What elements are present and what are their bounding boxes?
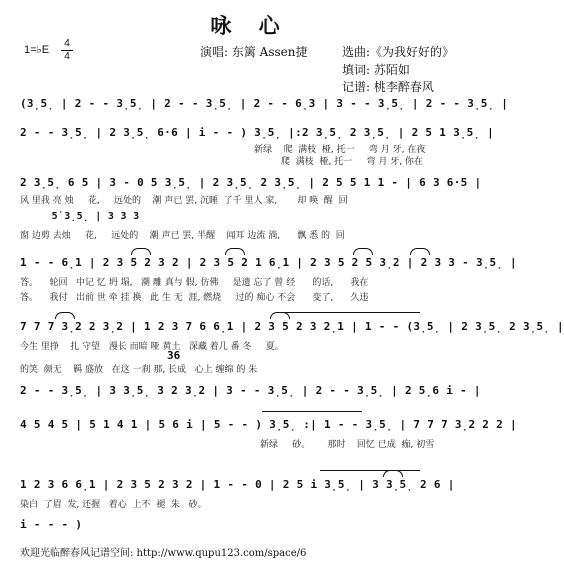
slur-mark: [410, 248, 430, 255]
footer-credit: 欢迎光临醉春风记谱空间: http://www.qupu123.com/space/6: [20, 548, 307, 559]
volta-bracket-line: [280, 312, 420, 313]
slur-mark: [353, 248, 373, 255]
lyric-line-3: 风 里我 亮 烛 花, 远处的 潮 声已 罢, 沉睡 了千 里人 家, 却 唤 醒 回: [20, 196, 348, 206]
time-signature-bottom: 4: [64, 51, 70, 62]
volta-bracket-line: [320, 470, 420, 471]
lyric-line-7: 今生 里挣 扎 守望 漫长 而暗 哑 黄土 深藏 着几 番 冬 夏。: [20, 342, 284, 352]
slur-mark: [270, 312, 290, 319]
slur-mark: [383, 470, 403, 477]
lyric-line-5: 答。 轮回 中记 忆 坍 塌, 潮 雕 真与 假, 仿佛 是遗 忘了 曾 经 的话, 我在: [20, 278, 369, 288]
slur-mark: [225, 248, 245, 255]
key-signature: 1=♭E: [24, 44, 50, 56]
lyricist-credit: 填词: 苏陌如: [342, 63, 410, 77]
notation-row-10: i - - - ): [20, 518, 83, 531]
notation-row-3: 2 3̣5̣ 6 5 | 3 - 0 5 3̣5̣ | 2 3̣5̣ 2 3̣5̣ | 2 5 5 1 1 - | 6 3 6·5 |: [20, 176, 482, 189]
time-signature: [61, 39, 73, 62]
lyric-line-8: 的笑 颜无 羁 盛放 在这 一刹 那, 长成 心上 缠绵 的 朱: [20, 365, 258, 375]
slur-mark: [55, 312, 75, 319]
notation-row-2: 2 - - 3̣5̣ | 2 3̣5̣ 6·6 | i - - ) 3̣5̣ |:2 3̣5̣ 2 3̣5̣ | 2 5 1 3̣5̣ |: [20, 126, 495, 139]
notation-row-4: 5̇ 3̣5̣ | 3 3 3: [20, 211, 140, 222]
lyric-line-9: 新绿 砂。 那时 回忆 已成 痂, 初雪: [260, 440, 435, 450]
lyric-line-4: 窗 边剪 去烛 花, 远处的 潮 声已 罢, 半醒 闻耳 边流 淌, 飘 悉 的 回: [20, 231, 345, 241]
lyric-line-6: 答。 我付 出前 世 牵 挂 换 此 生 无 涯, 燃烧 过的 痴心 不会 变了, 久违: [20, 293, 369, 303]
notation-row-5: 1 - - 6̣1 | 2 3 5 2 3 2 | 2 3 5 2 1 6̣1 | 2 3 5 2 5 3̣2 | 2 3 3 - 3̣5̣ |: [20, 256, 517, 269]
notation-row-9: 1 2 3 6 6̣1 | 2 3 5 2 3 2 | 1 - - 0 | 2 5 i 3̣5̣ | 3 3̣5̣ 2 6 |: [20, 478, 455, 491]
lyric-line-2: 爬 满枝 桠, 托一 弯 月 牙, 你在: [281, 157, 423, 167]
volta-bracket-line: [262, 411, 362, 412]
slur-mark: [131, 248, 151, 255]
singer-credit: 演唱: 东篱 Assen捷: [200, 45, 308, 59]
extra-note: 36: [167, 349, 181, 362]
notation-row-1: (3̣5̣ | 2 - - 3̣5̣ | 2 - - 3̣5̣ | 2 - - 6̣3 | 3 - - 3̣5̣ | 2 - - 3̣5̣ |: [20, 97, 509, 110]
notation-row-6: 7 7 7 3̣2 2 3̣2 | 1 2 3 7 6 6̣1 | 2 3 5 2 3 2̣1 | 1 - - (3̣5̣ | 2 3̣5̣ 2 3̣5̣ |: [20, 320, 564, 333]
song-title: 咏 心: [210, 13, 290, 38]
lyric-line-10: 染白 了眉 发, 还握 着心 上不 褪 朱 砂。: [20, 500, 207, 510]
notation-row-8: 4 5 4 5 | 5 1 4 1 | 5 6 i | 5 - - ) 3̣5̣ :| 1 - - 3̣5̣ | 7 7 7 3̣2 2 2 |: [20, 418, 517, 431]
lyric-line-1: 新绿 爬 满枝 桠, 托一 弯 月 牙, 在夜: [254, 145, 426, 155]
transcriber-credit: 记谱: 桃李醉春风: [342, 80, 434, 94]
time-signature-top: 4: [64, 38, 70, 49]
notation-row-7: 2 - - 3̣5̣ | 3 3̣5̣ 3 2 3̣2 | 3 - - 3̣5̣ | 2 - - 3̣5̣ | 2 5̣6 i - |: [20, 384, 481, 397]
album-credit: 选曲:《为我好好的》: [342, 45, 455, 59]
